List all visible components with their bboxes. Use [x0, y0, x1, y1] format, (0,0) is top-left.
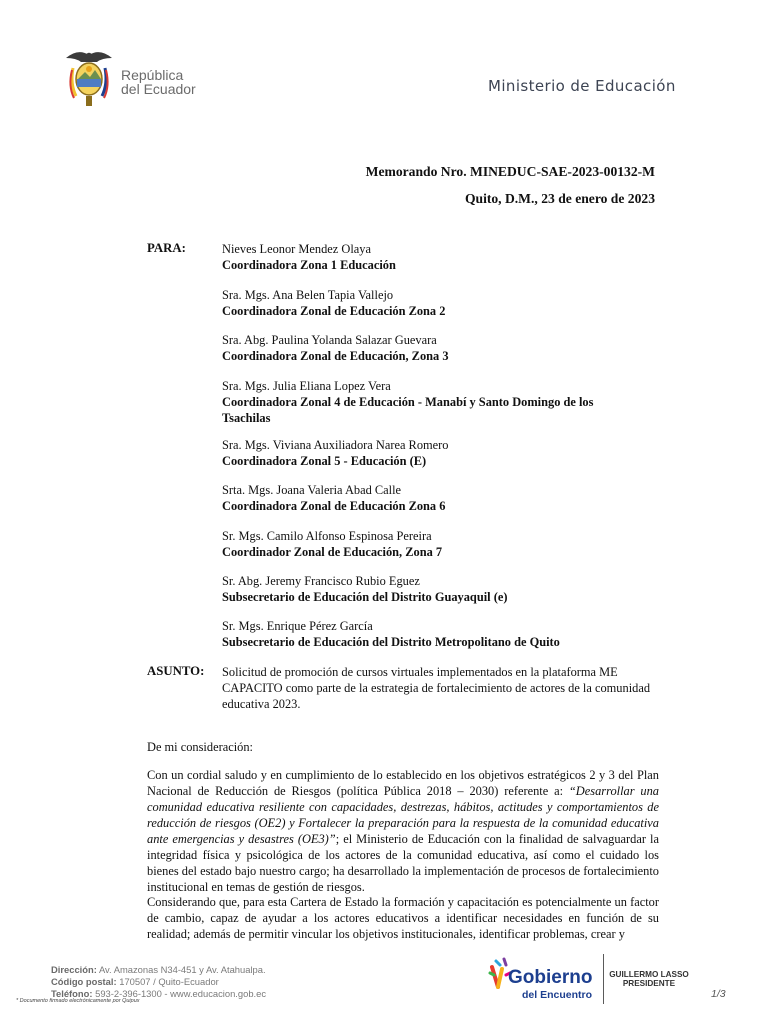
republic-line-2: del Ecuador	[121, 81, 196, 97]
recipient-title: Coordinador Zonal de Educación, Zona 7	[222, 545, 443, 559]
address-value: Av. Amazonas N34-451 y Av. Atahualpa.	[98, 964, 266, 975]
recipient-name: Sra. Mgs. Viviana Auxiliadora Narea Romero	[222, 438, 449, 452]
paragraph-1-intro: Con un cordial saludo y en cumplimiento de lo establecido en los objetivos estratégicos 2 y 3 del Plan Nacional de Reducción de Riesgos (política Pública 2018 – 2030) referente a:	[147, 768, 659, 798]
recipient-2	[222, 287, 652, 319]
recipient-6	[222, 482, 652, 514]
body-paragraph-2: Considerando que, para esta Cartera de Estado la formación y capacitación es potencialmente un factor de cambio, capaz de ayudar a los actores educativos a identificar necesidades en función de su realidad; además de permitir vincular los objetivos institucionales, identificar problemas, crear y	[147, 895, 659, 941]
address-label: Dirección:	[51, 964, 97, 975]
postal-value: 170507 / Quito-Ecuador	[119, 976, 219, 987]
gov-sub: del Encuentro	[522, 989, 593, 1001]
recipient-5	[222, 437, 652, 469]
recipient-9	[222, 618, 652, 650]
recipient-title: Subsecretario de Educación del Distrito Metropolitano de Quito	[222, 635, 560, 649]
recipient-name: Srta. Mgs. Joana Valeria Abad Calle	[222, 483, 402, 497]
para-label: PARA:	[147, 241, 186, 255]
postal-label: Código postal:	[51, 976, 117, 987]
recipient-name: Sra. Mgs. Julia Eliana Lopez Vera	[222, 379, 391, 393]
greeting: De mi consideración:	[147, 740, 253, 754]
page-number: 1/3	[711, 988, 726, 1000]
recipient-4	[222, 378, 622, 426]
gobierno-del-encuentro-logo	[488, 953, 600, 1005]
president-label	[609, 970, 689, 988]
recipient-name: Nieves Leonor Mendez Olaya	[222, 242, 371, 256]
gov-word: Gobierno	[508, 967, 593, 988]
paragraph-1-rest: ; el Ministerio de Educación con la finalidad de salvaguardar la integridad física y psicológica de los actores de la comunidad educativa, así como el cuidado los bienes del estado bajo nuestro cargo; ha desarrollado la implementación de procesos de fortalecimiento institucional en temas de gestión de riesgos.	[147, 832, 659, 894]
recipient-1	[222, 241, 652, 273]
president-title: PRESIDENTE	[622, 979, 676, 988]
president-name: GUILLERMO LASSO	[609, 970, 689, 979]
recipient-8	[222, 573, 652, 605]
memo-number: Memorando Nro. MINEDUC-SAE-2023-00132-M	[365, 164, 655, 179]
ecuador-coat-of-arms-icon	[64, 46, 114, 110]
recipient-title: Subsecretario de Educación del Distrito Guayaquil (e)	[222, 590, 508, 604]
recipient-title: Coordinadora Zonal de Educación Zona 6	[222, 499, 446, 513]
recipient-3	[222, 332, 652, 364]
electronic-signature-note: * Documento firmado electrónicamente por Quipux	[16, 998, 140, 1004]
republic-wordmark	[121, 68, 196, 96]
recipient-name: Sra. Abg. Paulina Yolanda Salazar Guevara	[222, 333, 437, 347]
memo-date: Quito, D.M., 23 de enero de 2023	[464, 191, 655, 206]
recipient-name: Sra. Mgs. Ana Belen Tapia Vallejo	[222, 288, 394, 302]
republic-line-1: República	[121, 67, 184, 83]
recipient-name: Sr. Mgs. Enrique Pérez García	[222, 619, 373, 633]
paragraph-1-quote: “Desarrollar una comunidad educativa resiliente con capacidades, destrezas, hábitos, actitudes y comportamientos de reducción de riesgos (OE2) y Fortalecer la preparación para la respuesta de la comunidad educativa ante emergencias y desastres (OE3)”	[147, 784, 659, 846]
body-paragraph-1	[147, 767, 659, 895]
recipient-name: Sr. Abg. Jeremy Francisco Rubio Eguez	[222, 574, 420, 588]
recipient-title: Coordinadora Zona 1 Educación	[222, 258, 396, 272]
recipient-7	[222, 528, 652, 560]
recipient-title: Coordinadora Zonal de Educación, Zona 3	[222, 349, 449, 363]
phone-label: Teléfono:	[51, 988, 93, 999]
recipient-title: Coordinadora Zonal 5 - Educación (E)	[222, 454, 427, 468]
recipient-title: Coordinadora Zonal de Educación Zona 2	[222, 304, 446, 318]
phone-value: 593-2-396-1300 - www.educacion.gob.ec	[95, 988, 267, 999]
recipient-name: Sr. Mgs. Camilo Alfonso Espinosa Pereira	[222, 529, 432, 543]
asunto-text: Solicitud de promoción de cursos virtuales implementados en la plataforma ME CAPACITO como parte de la estrategia de fortalecimiento de actores de la comunidad educativa 2023.	[222, 665, 651, 711]
asunto-label: ASUNTO:	[147, 664, 205, 678]
recipient-title: Coordinadora Zonal 4 de Educación - Manabí y Santo Domingo de los Tsachilas	[222, 395, 594, 425]
footer-divider	[603, 954, 604, 1004]
ministry-name: Ministerio de Educación	[488, 77, 676, 95]
footer-contact-info	[51, 964, 266, 1000]
